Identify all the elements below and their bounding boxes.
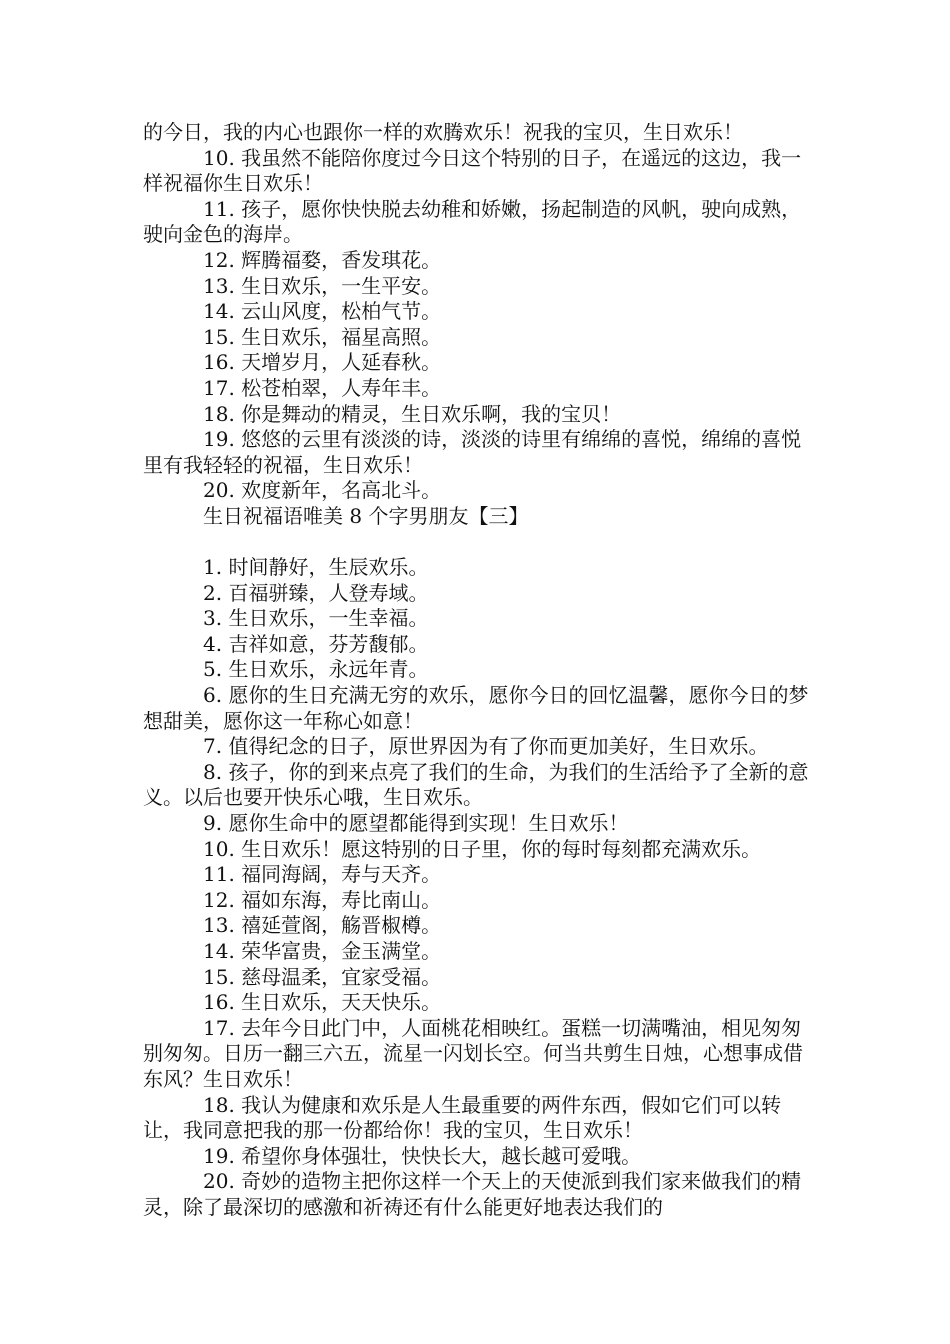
list-item: 6. 愿你的生日充满无穷的欢乐，愿你今日的回忆温馨，愿你今日的梦想甜美，愿你这一年称心如意！ <box>143 683 809 733</box>
list-item: 15. 慈母温柔，宜家受福。 <box>203 964 442 989</box>
list-item: 14. 荣华富贵，金玉满堂。 <box>203 939 442 963</box>
list-item: 11. 孩子，愿你快快脱去幼稚和娇嫩，扬起制造的风帆，驶向成熟，驶向金色的海岸。 <box>143 196 802 247</box>
list-item: 1. 时间静好，生辰欢乐。 <box>203 555 429 580</box>
list-item: 13. 禧延萱阁，觞晋椒樽。 <box>203 913 442 938</box>
list-item: 13. 生日欢乐，一生平安。 <box>203 273 442 298</box>
list-item: 12. 福如东海，寿比南山。 <box>203 887 442 912</box>
list-item: 2. 百福骈臻，人登寿域。 <box>203 580 429 605</box>
list-item: 16. 天增岁月，人延春秋。 <box>203 350 442 375</box>
list-item: 11. 福同海阔，寿与天齐。 <box>203 862 442 887</box>
list-item: 20. 欢度新年，名高北斗。 <box>203 478 442 503</box>
section-heading: 生日祝福语唯美 8 个字男朋友【三】 <box>203 503 529 528</box>
list-item: 5. 生日欢乐，永远年青。 <box>203 657 429 682</box>
list-item: 15. 生日欢乐，福星高照。 <box>203 324 442 349</box>
list-item: 9. 愿你生命中的愿望都能得到实现！生日欢乐！ <box>203 811 629 836</box>
list-item: 10. 生日欢乐！愿这特别的日子里，你的每时每刻都充满欢乐。 <box>203 836 762 861</box>
list-item: 18. 我认为健康和欢乐是人生最重要的两件东西，假如它们可以转让，我同意把我的那一份都给你！我的宝贝，生日欢乐！ <box>143 1092 782 1143</box>
list-item: 8. 孩子，你的到来点亮了我们的生命，为我们的生活给予了全新的意义。以后也要开快乐心哦，生日欢乐。 <box>143 759 809 810</box>
list-item: 4. 吉祥如意，芬芳馥郁。 <box>203 631 429 656</box>
blank-line <box>143 530 818 556</box>
list-item: 12. 辉腾福婺，香发琪花。 <box>203 247 442 272</box>
list-item: 19. 希望你身体强壮，快快长大，越长越可爱哦。 <box>203 1143 642 1168</box>
list-item: 17. 去年今日此门中，人面桃花相映红。蛋糕一切满嘴油，相见匆匆别匆匆。日历一翻三六五，流星一闪划长空。何当共剪生日烛，心想事成借东风？生日欢乐！ <box>143 1015 803 1091</box>
list-item: 3. 生日欢乐，一生幸福。 <box>203 606 429 631</box>
list-item: 20. 奇妙的造物主把你这样一个天上的天使派到我们家来做我们的精灵，除了最深切的感激和祈祷还有什么能更好地表达我们的 <box>143 1169 802 1219</box>
list-item: 7. 值得纪念的日子，原世界因为有了你而更加美好，生日欢乐。 <box>203 734 769 759</box>
list-item: 16. 生日欢乐，天天快乐。 <box>203 990 442 1015</box>
list-item: 19. 悠悠的云里有淡淡的诗，淡淡的诗里有绵绵的喜悦，绵绵的喜悦里有我轻轻的祝福，生日欢乐！ <box>143 427 802 477</box>
list-item: 10. 我虽然不能陪你度过今日这个特别的日子，在遥远的这边，我一样祝福你生日欢乐！ <box>143 145 802 196</box>
list-item: 14. 云山风度，松柏气节。 <box>203 299 442 324</box>
continued-paragraph: 的今日，我的内心也跟你一样的欢腾欢乐！祝我的宝贝，生日欢乐！ <box>143 120 743 144</box>
list-item: 17. 松苍柏翠，人寿年丰。 <box>203 375 442 400</box>
document-body <box>143 120 818 1221</box>
list-item: 18. 你是舞动的精灵，生日欢乐啊，我的宝贝！ <box>203 401 622 426</box>
